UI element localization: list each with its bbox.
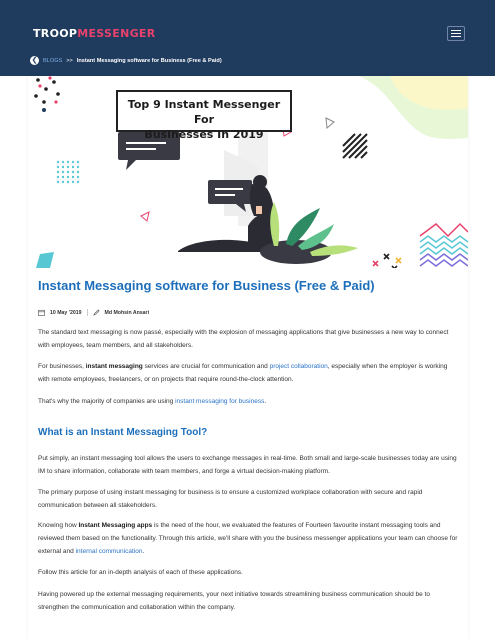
section-heading: What is an Instant Messaging Tool? xyxy=(38,427,208,438)
paragraph-having-powered: Having powered up the external messaging requirements, your next initiative towards streamlining business communication should be to strengthen the communication and collaboration within the company. xyxy=(38,591,431,611)
paragraph-intro: The standard text messaging is now passé, especially with the explosion of messaging applications that give businesses a new way to connect with employees, team members, and all stakeholders. xyxy=(38,329,449,349)
paragraph-put-simply: Put simply, an instant messaging tool allows the users to exchange messages in real-time. Both small and large-scale businesses today are using IM to share information, collaborate with team members, and forge a virtual decision-making platform. xyxy=(38,455,457,475)
breadcrumb-separator: >> xyxy=(66,57,73,64)
troop-messenger-logo[interactable]: TROOPMESSENGER xyxy=(33,27,156,40)
meta-divider xyxy=(87,309,88,316)
link-instant-messaging-for-business[interactable]: instant messaging for business xyxy=(175,398,265,405)
link-internal-communication[interactable]: internal communication xyxy=(75,548,143,555)
link-project-collaboration[interactable]: project collaboration xyxy=(269,363,328,370)
calendar-icon xyxy=(38,309,45,316)
breadcrumb-current: Instant Messaging software for Business (Free & Paid) xyxy=(76,57,222,64)
article-date: 10 May '2019 xyxy=(50,309,82,316)
pencil-icon xyxy=(93,309,100,316)
banner-heading: Top 9 Instant Messenger For Businesses In 2019 xyxy=(116,90,292,132)
back-arrow-icon[interactable]: ❮ xyxy=(31,57,38,64)
hamburger-menu-icon[interactable] xyxy=(447,26,465,41)
breadcrumb xyxy=(30,56,222,65)
paragraph-primary-purpose: The primary purpose of using instant messaging for business is to ensure a customized workplace collaboration with secure and rapid communication between all stakeholders. xyxy=(38,489,423,509)
site-header xyxy=(0,0,495,76)
banner-illustration xyxy=(28,76,468,268)
article-author[interactable]: Md Mohsin Ansari xyxy=(104,309,150,316)
paragraph-follow: Follow this article for an in-depth analysis of each of these applications. xyxy=(38,569,243,576)
paragraph-majority: That's why the majority of companies are using instant messaging for business. xyxy=(38,398,267,405)
article-title: Instant Messaging software for Business (Free & Paid) xyxy=(38,278,375,293)
breadcrumb-blogs-link[interactable]: BLOGS xyxy=(43,57,63,64)
article-meta xyxy=(38,309,149,316)
paragraph-businesses: For businesses, instant messaging services are crucial for communication and project collaboration, especially when the employer is working with remote employees, freelancers, or on projects that require round-the-clock attention. xyxy=(38,363,448,383)
paragraph-knowing-how: Knowing how Instant Messaging apps is the need of the hour, we evaluated the features of Fourteen favourite instant messaging tools and reviewed them based on the functionality. Through this article, we'll share with you the business messenger applications your team can choose for external and internal communication. xyxy=(38,522,458,555)
